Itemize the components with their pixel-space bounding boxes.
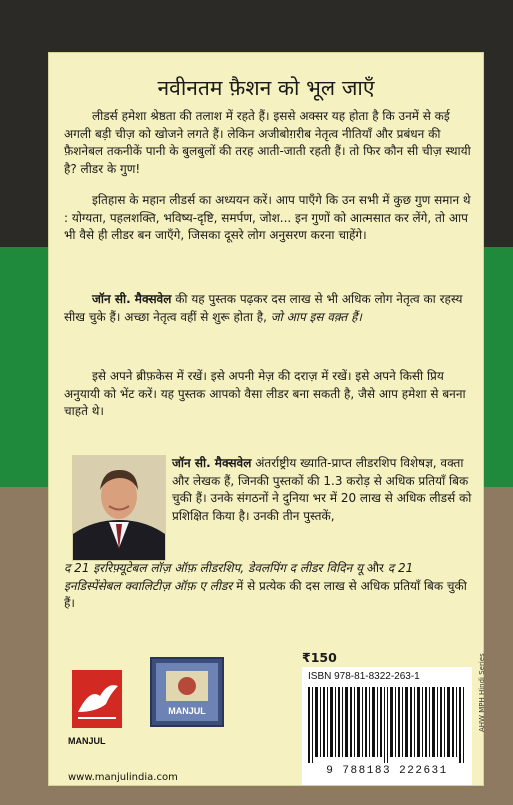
publisher-website: www.manjulindia.com (68, 772, 178, 783)
author-photo (72, 455, 166, 561)
author-bio-continued: द 21 इररिफ़्यूटेबल लॉज़ ऑफ़ लीडरशिप, डेवलपिंग द लीडर विदिन यू और द 21 इनडिस्पेंसेबल क्वालिटीज़ ऑफ़ ए लीडर में से प्रत्येक की दस लाख से अधिक प्रतियाँ बिक चुकी हैं। (64, 561, 467, 610)
back-cover-panel (48, 52, 484, 786)
barcode-digits: 9 788183 222631 (326, 765, 448, 777)
author-bio: जॉन सी. मैक्सवेल अंतर्राष्ट्रीय ख्याति-प्राप्त लीडरशिप विशेषज्ञ, वक्ता और लेखक हैं, जिनकी पुस्तकों की 1.3 करोड़ से अधिक प्रतियाँ बिक चुकी हैं। उनके संगठनों ने दुनिया भर में 20 लाख से अधिक लीडर्स को प्रशिक्षित किया है। उनकी तीन पुस्तकें, (172, 456, 472, 523)
publisher-name: MANJUL (68, 736, 106, 746)
blurb-title: नवीनतम फ़ैशन को भूल जाएँ (157, 76, 375, 100)
publisher-logo (70, 668, 124, 732)
isbn-number: ISBN 978-81-8322-263-1 (308, 671, 420, 682)
barcode-block (302, 667, 472, 785)
blurb-paragraph-2: इतिहास के महान लीडर्स का अध्ययन करें। आप पाएँगे कि उन सभी में कुछ गुण समान थे : योग्यता, पहलशक्ति, भविष्य-दृष्टि, समर्पण, जोश... इन गुणों को आत्मसात कर लेंगे, तो आप भी वैसे ही लीडर बन जाएँगे, जिसका दूसरे लोग अनुसरण करना चाहेंगे। (64, 193, 471, 242)
stamp-label: MANJUL (168, 706, 206, 716)
publisher-stamp (150, 657, 224, 727)
author-name: जॉन सी. मैक्सवेल (92, 292, 172, 306)
blurb-paragraph-1: लीडर्स हमेशा श्रेष्ठता की तलाश में रहते हैं। इससे अक्सर यह होता है कि उनमें से कई अगली बड़ी चीज़ को खोजने लगते हैं। लेकिन अजीबोग़रीब नेतृत्व नीतियाँ और प्रबंधन की फ़ैशनेबल तकनीकें पानी के बुलबुलों की तरह आती-जाती रहती हैं। तो फिर कौन सी चीज़ स्थायी है? लीडर के गुण! (64, 109, 471, 176)
blurb-paragraph-4: इसे अपने ब्रीफ़केस में रखें। इसे अपनी मेज़ की दराज़ में रखें। इसे अपने किसी प्रिय अनुयायी को भेंट करें। यह पुस्तक आपको वैसा लीडर बना सकती है, जैसे आप हमेशा से बनना चाहते थे। (64, 369, 466, 418)
price-label: ₹150 (302, 650, 337, 665)
bio-author-name: जॉन सी. मैक्सवेल (172, 456, 252, 470)
blurb-paragraph-3: जॉन सी. मैक्सवेल की यह पुस्तक पढ़कर दस लाख से भी अधिक लोग नेतृत्व का रहस्य सीख चुके हैं। अच्छा नेतृत्व वहीं से शुरू होता है, जो आप इस वक़्त हैं। (64, 292, 463, 324)
series-label: AHW MPH Hindi Series (478, 653, 486, 732)
barcode-icon (308, 687, 466, 763)
